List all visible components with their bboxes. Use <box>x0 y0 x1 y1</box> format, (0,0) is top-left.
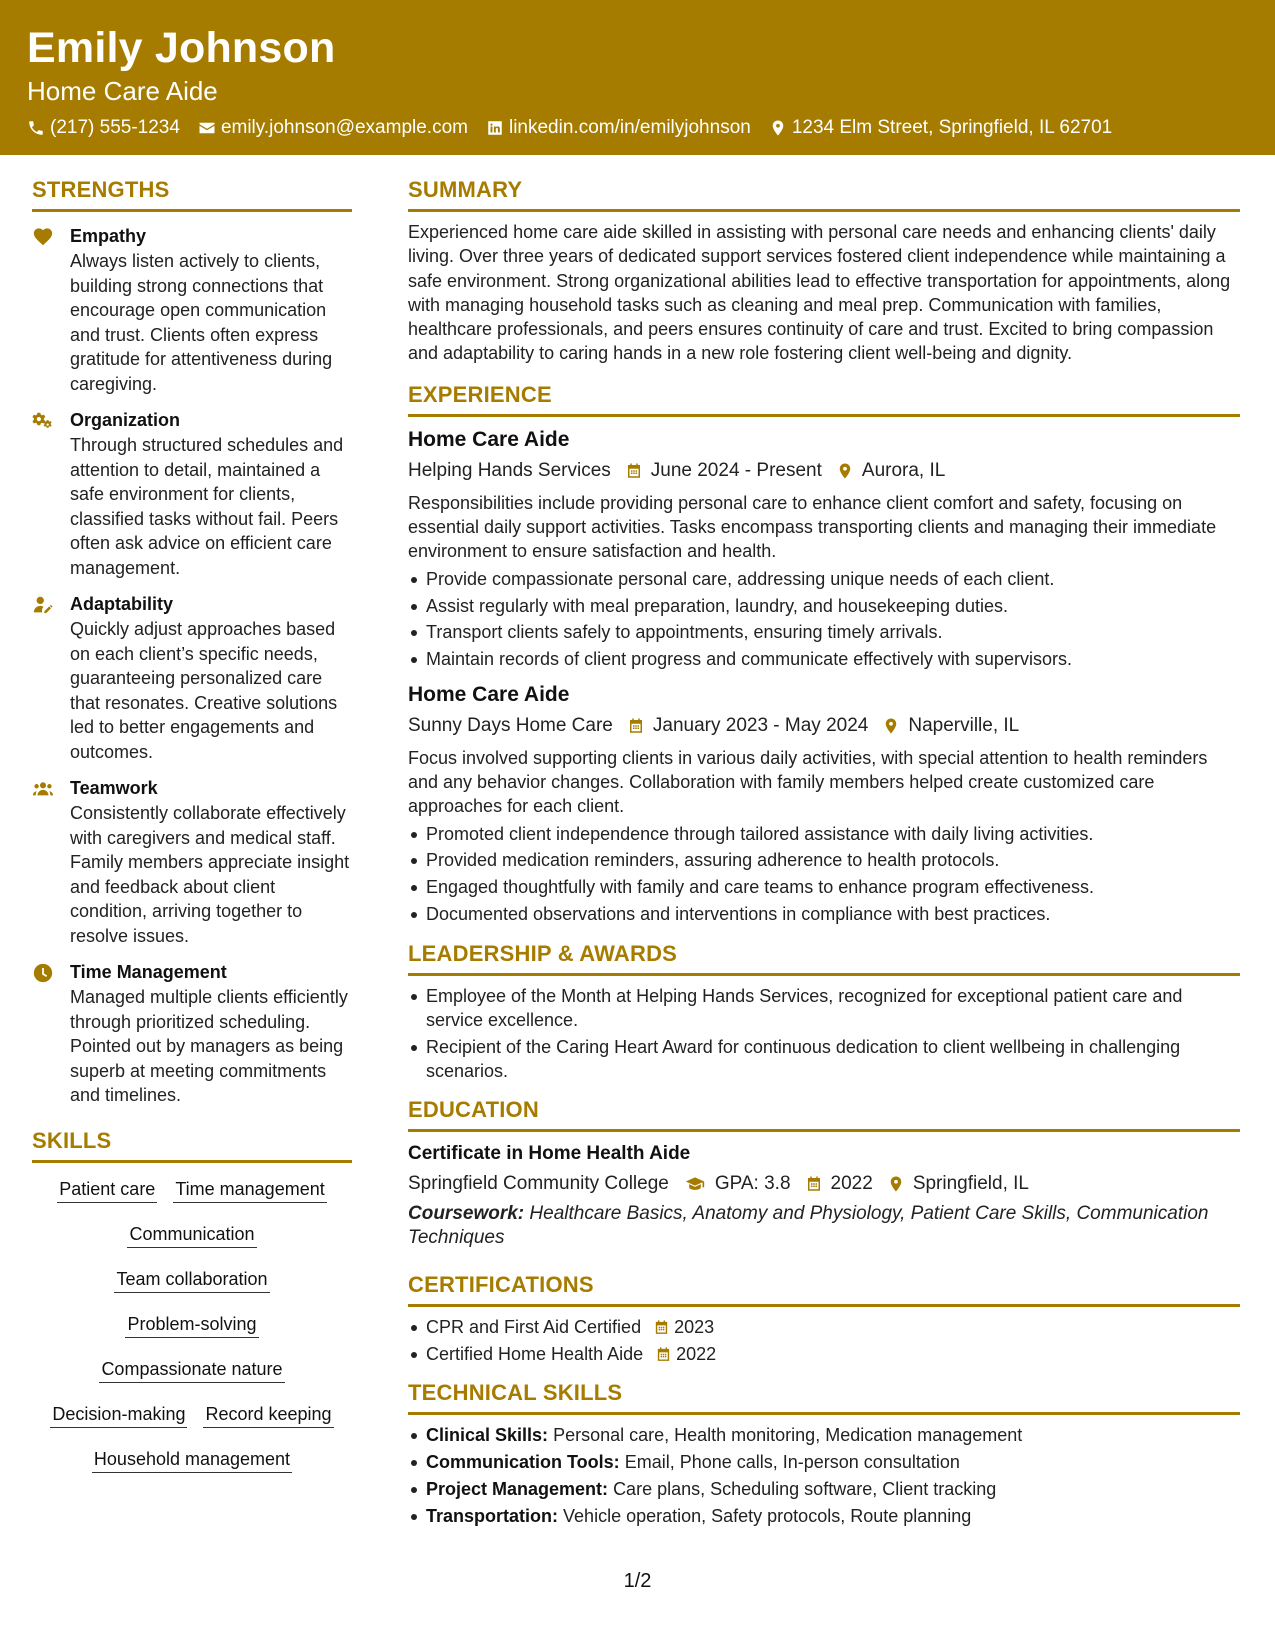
school-name: Springfield Community College <box>408 1173 669 1195</box>
contact-email[interactable] <box>198 116 468 140</box>
contact-linkedin[interactable] <box>486 116 751 140</box>
skill-tag: Team collaboration <box>114 1267 269 1293</box>
certifications-title: CERTIFICATIONS <box>408 1270 1240 1307</box>
strength-item <box>32 224 352 396</box>
job-location-text: Naperville, IL <box>908 714 1020 736</box>
list-item: Employee of the Month at Helping Hands Services, recognized for exceptional patient care and service excellence. <box>408 984 1240 1033</box>
strength-desc: Quickly adjust approaches based on each client’s specific needs, guaranteeing personalized care that resonates. Creative solutions led to better engagements and outcomes. <box>70 619 338 762</box>
strength-title: Teamwork <box>70 778 158 798</box>
tech-skill-value: Care plans, Scheduling software, Client tracking <box>613 1479 997 1500</box>
cert-name: CPR and First Aid Certified <box>426 1317 642 1338</box>
summary-section <box>408 175 1240 366</box>
education-title: EDUCATION <box>408 1095 1240 1132</box>
list-item: Provided medication reminders, assuring adherence to health protocols. <box>408 848 1240 872</box>
list-item: Provide compassionate personal care, addressing unique needs of each client. <box>408 567 1240 591</box>
job-meta <box>408 712 1240 740</box>
summary-text: Experienced home care aide skilled in assisting with personal care needs and enhancing clients' daily living. Over three years of dedicated support services fostered client independence while maintaining a safe environment. Strong organizational abilities lead to effective transportation for appointments, along with managing household tasks such as cleaning and meal prep. Communication with families, healthcare professionals, and peers ensures continuity of care and trust. Excited to bring compassion and adaptability to caring hands in a new role fostering client well-being and dignity. <box>408 222 1231 364</box>
job-dates <box>627 712 868 740</box>
calendar-icon <box>653 1319 670 1336</box>
skill-tag: Household management <box>92 1447 292 1473</box>
skill-tag: Time management <box>173 1177 326 1203</box>
calendar-icon <box>655 1346 672 1363</box>
contact-phone[interactable] <box>27 116 180 140</box>
education-location-text: Springfield, IL <box>912 1173 1029 1195</box>
list-item <box>408 1450 1240 1474</box>
gpa <box>683 1170 791 1198</box>
calendar-icon <box>625 462 643 480</box>
cert-year: 2023 <box>674 1317 715 1338</box>
technical-skills-title: TECHNICAL SKILLS <box>408 1378 1240 1415</box>
left-column <box>32 175 352 1492</box>
coursework-label: Coursework: <box>408 1203 525 1225</box>
strength-item <box>32 960 352 1108</box>
list-item: Maintain records of client progress and communicate effectively with supervisors. <box>408 647 1240 671</box>
skill-tag: Decision-making <box>50 1402 187 1428</box>
education-section <box>408 1095 1240 1250</box>
job-location <box>836 457 945 485</box>
experience-title: EXPERIENCE <box>408 380 1240 417</box>
list-item: Documented observations and interventions in compliance with best practices. <box>408 902 1240 926</box>
job-bullets <box>408 822 1240 927</box>
right-column <box>408 175 1240 1540</box>
strength-title: Adaptability <box>70 594 174 614</box>
strength-desc: Consistently collaborate effectively with caregivers and medical staff. Family members appreciate insight and feedback about client condition, arriving together to resolve issues. <box>70 803 350 946</box>
tech-skill-label: Transportation: <box>426 1506 559 1527</box>
linkedin-icon <box>486 119 504 137</box>
job-location-text: Aurora, IL <box>861 459 946 481</box>
map-pin-icon <box>769 119 787 137</box>
cert-year: 2022 <box>676 1344 717 1365</box>
tech-skill-label: Clinical Skills: <box>426 1425 549 1446</box>
user-edit-icon <box>32 594 54 616</box>
candidate-role: Home Care Aide <box>27 76 218 106</box>
list-item: Transport clients safely to appointments, ensuring timely arrivals. <box>408 620 1240 644</box>
gears-icon <box>32 410 54 432</box>
candidate-name: Emily Johnson <box>27 24 336 72</box>
contact-bar <box>27 116 1248 140</box>
education-location <box>887 1170 1029 1198</box>
strength-item <box>32 776 352 948</box>
certifications-section <box>408 1270 1240 1366</box>
skill-tag: Compassionate nature <box>99 1357 284 1383</box>
job-meta <box>408 457 1240 485</box>
heart-icon <box>32 226 54 248</box>
tech-skill-value: Personal care, Health monitoring, Medication management <box>553 1425 1023 1446</box>
skills-title: SKILLS <box>32 1126 352 1163</box>
job-description: Responsibilities include providing personal care to enhance client comfort and safety, focusing on essential daily support activities. Tasks encompass transporting clients and managing their immediate environment to ensure satisfaction and health. <box>408 492 1217 562</box>
graduation-cap-icon <box>683 1174 707 1194</box>
job-dates <box>625 457 822 485</box>
job-entry <box>408 425 1240 672</box>
certifications-list <box>408 1315 1240 1366</box>
list-item: Engaged thoughtfully with family and care teams to enhance program effectiveness. <box>408 875 1240 899</box>
page-number: 1/2 <box>623 1570 652 1592</box>
phone-icon <box>27 119 45 137</box>
skill-tag: Problem-solving <box>125 1312 258 1338</box>
education-year-text: 2022 <box>830 1173 873 1195</box>
degree-title: Certificate in Home Health Aide <box>408 1143 691 1165</box>
leadership-title: LEADERSHIP & AWARDS <box>408 939 1240 976</box>
list-item: Promoted client independence through tailored assistance with daily living activities. <box>408 822 1240 846</box>
skill-tag: Record keeping <box>203 1402 333 1428</box>
job-dates-text: January 2023 - May 2024 <box>652 714 869 736</box>
job-company: Helping Hands Services <box>408 459 611 481</box>
education-meta <box>408 1170 1240 1198</box>
email-text: emily.johnson@example.com <box>220 117 468 138</box>
experience-section <box>408 380 1240 927</box>
strength-item <box>32 408 352 580</box>
strengths-title: STRENGTHS <box>32 175 352 212</box>
linkedin-text: linkedin.com/in/emilyjohnson <box>508 117 751 138</box>
leadership-section <box>408 939 1240 1084</box>
strength-title: Organization <box>70 410 181 430</box>
strengths-section <box>32 175 352 1108</box>
job-bullets <box>408 567 1240 672</box>
skills-section <box>32 1126 352 1473</box>
tech-skill-value: Email, Phone calls, In-person consultation <box>624 1452 960 1473</box>
list-item: Assist regularly with meal preparation, laundry, and housekeeping duties. <box>408 594 1240 618</box>
tech-skill-value: Vehicle operation, Safety protocols, Route planning <box>563 1506 972 1527</box>
job-title: Home Care Aide <box>408 682 570 706</box>
technical-skills-section <box>408 1378 1240 1528</box>
job-location <box>882 712 1019 740</box>
users-icon <box>32 778 54 800</box>
list-item <box>408 1477 1240 1501</box>
list-item <box>408 1315 1240 1339</box>
list-item <box>408 1342 1240 1366</box>
summary-title: SUMMARY <box>408 175 1240 212</box>
address-text: 1234 Elm Street, Springfield, IL 62701 <box>791 117 1113 138</box>
skill-tag: Communication <box>127 1222 256 1248</box>
tech-skill-label: Communication Tools: <box>426 1452 620 1473</box>
coursework <box>408 1202 1240 1250</box>
leadership-list <box>408 984 1240 1084</box>
coursework-text: Healthcare Basics, Anatomy and Physiology, Patient Care Skills, Communication Techniques <box>408 1203 1209 1249</box>
list-item <box>408 1423 1240 1447</box>
gpa-text: GPA: 3.8 <box>714 1173 791 1195</box>
job-dates-text: June 2024 - Present <box>650 459 822 481</box>
clock-icon <box>32 962 54 984</box>
map-pin-icon <box>836 462 854 480</box>
calendar-icon <box>805 1175 823 1193</box>
resume-header <box>0 0 1275 155</box>
phone-text: (217) 555-1234 <box>50 117 180 138</box>
contact-address <box>769 116 1112 140</box>
strength-title: Empathy <box>70 226 147 246</box>
cert-name: Certified Home Health Aide <box>426 1344 644 1365</box>
education-year <box>805 1170 873 1198</box>
map-pin-icon <box>887 1175 905 1193</box>
strength-desc: Through structured schedules and attention to detail, maintained a safe environment for clients, classified tasks without fail. Peers often ask advice on efficient care management. <box>70 435 344 578</box>
strength-item <box>32 592 352 764</box>
strength-desc: Managed multiple clients efficiently through prioritized scheduling. Pointed out by managers as being superb at meeting commitments and timelines. <box>70 987 348 1105</box>
technical-skills-list <box>408 1423 1240 1528</box>
job-entry <box>408 680 1240 927</box>
tech-skill-label: Project Management: <box>426 1479 609 1500</box>
strength-desc: Always listen actively to clients, building strong connections that encourage open communication and trust. Clients often express gratitude for attentiveness during caregiving. <box>70 251 333 394</box>
job-title: Home Care Aide <box>408 427 570 451</box>
job-description: Focus involved supporting clients in various daily activities, with special attention to health reminders and any behavior changes. Collaboration with family members helped create customized care approaches for each client. <box>408 747 1208 817</box>
strength-title: Time Management <box>70 962 227 982</box>
job-company: Sunny Days Home Care <box>408 714 613 736</box>
calendar-icon <box>627 717 645 735</box>
envelope-icon <box>198 119 216 137</box>
list-item <box>408 1504 1240 1528</box>
list-item: Recipient of the Caring Heart Award for continuous dedication to client wellbeing in challenging scenarios. <box>408 1035 1240 1084</box>
skill-tag: Patient care <box>57 1177 157 1203</box>
map-pin-icon <box>882 717 900 735</box>
